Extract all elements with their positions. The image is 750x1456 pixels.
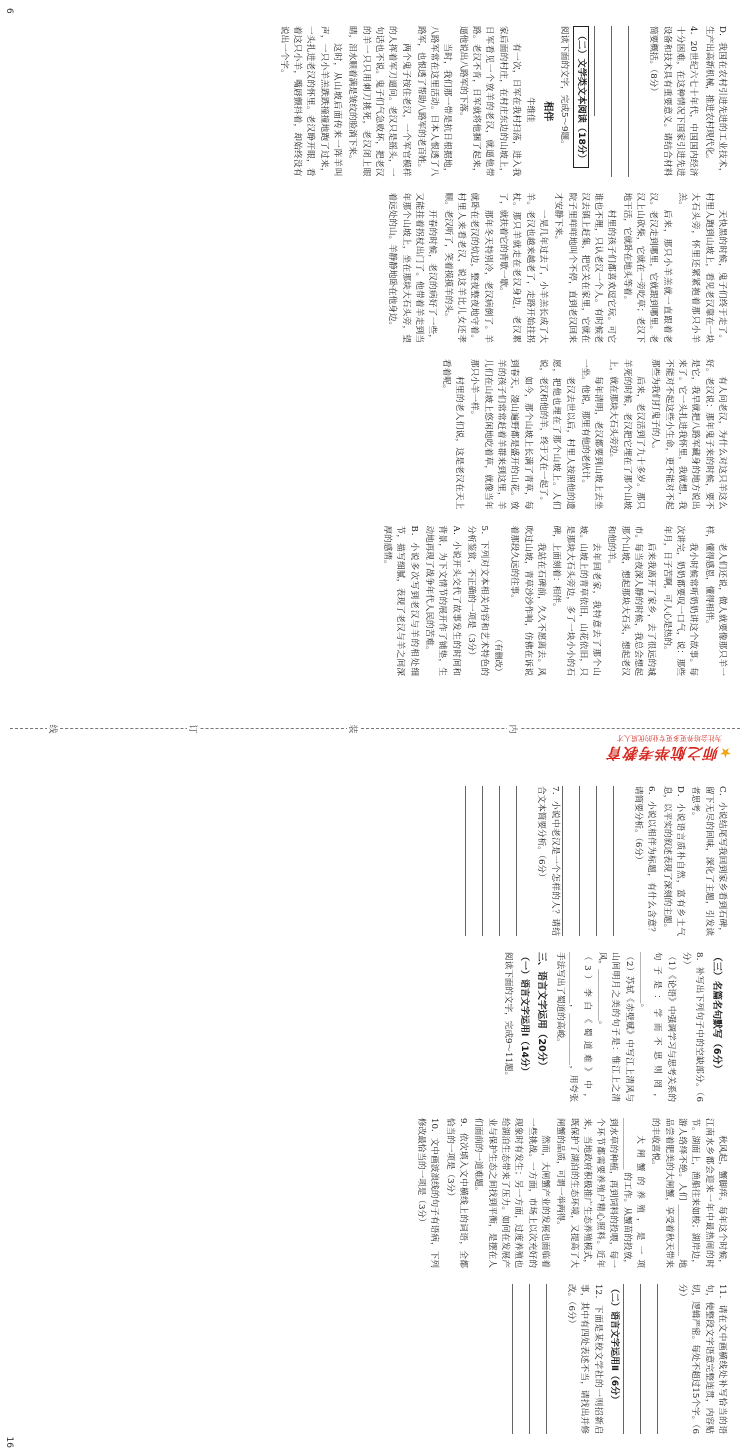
- logo-slogan: 为社会培养更多更专业的优质人才: [617, 734, 722, 742]
- question-5-option-b: B．小说多次写到老汉与羊的相处细节，描写细腻，表现了老汉与羊之间深厚的感情。: [382, 525, 419, 676]
- essay-paragraph: 村里的孩子们都喜欢逗它玩。可它谁也不理，只认老汉一个人。有时候老汉去镇上赶集，把它关在家里，它就在院子里咩咩地叫个不停，直到老汉回来才安静下来。: [553, 192, 617, 343]
- answer-line[interactable]: [596, 786, 612, 936]
- essay-paragraph: 两个鬼子按住老汉，一个军官模样的人挥着军刀逼问。老汉只是摇头，一句话也不说。鬼子们气急败坏，把老汉的羊一只只用刺刀挑死，老汉闭上眼睛，泪水顺着满是皱纹的脸淌下来。: [347, 26, 411, 177]
- question-5-option-a: A．小说开头交代了故事发生的时间和背景，为下文情节的展开作了铺垫，生动地再现了战争年代人民的苦难。: [424, 525, 461, 676]
- page-number-left: 6: [4, 8, 14, 14]
- answer-line[interactable]: [546, 1284, 562, 1434]
- question-10: 10．文中画波浪线的句子有语病，下列修改最恰当的一项是（3分）: [416, 1118, 440, 1268]
- left-column-1: [16, 26, 728, 177]
- reading-paragraph: 秋风起，蟹脚痒。每年这个时候，江南水乡都会迎来一年中最热闹的时节。湖面上，渔船往来如梭；湖岸边，游人络绎不绝。人们 ____________ 地品尝着肥美的大闸蟹，享受着秋天带来的丰收喜悦。: [650, 1118, 727, 1268]
- essay-paragraph: 我小时候常听奶奶讲这个故事。每次讲完，奶奶都要叹一口气，说：那些年月，日子苦啊，可人心是热的。: [661, 525, 699, 676]
- answer-line[interactable]: [628, 26, 644, 177]
- fill-blank-item[interactable]: （1）《论语》中强调学习与思考关系的句子是：学而不思则罔，____________。: [638, 952, 676, 1102]
- answer-line[interactable]: [562, 786, 578, 936]
- question-4: 4．20世纪六七十年代，中国国内经济十分困难，在这种情况下国家引进先进设备和技术具有重要意义。请结合材料简要概括。（8分）: [648, 26, 699, 177]
- section-title-recitation: （三）名篇名句默写（6分）: [711, 952, 722, 1074]
- answer-line[interactable]: [579, 786, 595, 936]
- essay-paragraph: 去年回老家，我特意去了那个山坡。山坡上的青草依旧，山花依旧，只是那块大石头旁边，多了一块小小的石碑，上面刻着：相伴。: [551, 525, 602, 676]
- left-column-3: [16, 359, 728, 510]
- question-9: 9．依次填入文中横线上的词语，全都恰当的一项是（3分）: [444, 1118, 469, 1268]
- answer-line[interactable]: [657, 1284, 673, 1434]
- essay-paragraph: 一晃几年过去了，小羊羔长成了大羊。老汉也越来越老了，走路开始拄拐杖。那只羊就走在老汉身边，老汉累了，就扶着它的背歇一歇。: [498, 192, 548, 343]
- left-column-4: [16, 526, 728, 677]
- question-6: 6．小说以相伴为标题，有什么含意？请简要分析。（6分）: [633, 786, 657, 936]
- essay-paragraph: 后来我离开了家乡，去了很远的城市。每当夜深人静的时候，我总会想起那个山坡，想起那块大石头，想起老汉和他的羊。: [606, 525, 657, 676]
- binding-mark: 订: [187, 722, 200, 736]
- right-column-3: [16, 1118, 728, 1268]
- essay-paragraph: 这时，从山坡后面传来一阵羊叫声，一只小羊羔跌跌撞撞地跑了过来，一头扎进老汉的怀里。老汉睁开眼，看着这只小羊，嘴唇颤抖着，却始终没有说出一个字。: [278, 26, 342, 177]
- reading-paragraph: 大闸蟹的养殖，是一项 ____________ 的工作。从蟹苗的投放，到水草的种植，再到饲料的投喂，每一个环节都需要养殖户精心照料。近年来，当地政府积极推广生态养殖模式，既保护了湖泊的生态环境，又提高了大闸蟹的品质，可谓一举两得。: [555, 1118, 646, 1268]
- question-11: 11．请在文中画横线处补写恰当的语句，使整段文字语意完整连贯，内容贴切，逻辑严密。每处不超过15个字。（6分）: [677, 1284, 727, 1434]
- question-7: 7．小说中老汉是一个怎样的人？请结合文本简要分析。（6分）: [536, 786, 560, 936]
- left-column-2: [16, 193, 728, 344]
- essay-paragraph: 当时，我们那一带是抗日根据地，八路军常在这里活动。日本人恨透了八路军，也恨透了帮助八路军的老百姓。: [415, 26, 453, 177]
- question-8: 8．补写出下列句子中的空缺部分。（6分）: [680, 952, 705, 1102]
- essay-author: 牛维佳: [526, 97, 537, 123]
- fill-blank-item[interactable]: （3）李白《蜀道难》中，____________，____________，用夸张手法写出了蜀道的高峻。: [555, 952, 592, 1102]
- answer-line[interactable]: [482, 786, 498, 936]
- answer-line[interactable]: [529, 1284, 545, 1434]
- section-title-language: 三、语言文字运用（20分）: [535, 952, 547, 1071]
- answer-line[interactable]: [613, 786, 629, 936]
- binding-mark: 内: [507, 722, 520, 736]
- page-number-right: 16: [4, 1436, 14, 1448]
- essay-paragraph: 天快黑的时候，鬼子们终于走了。村里人跑到山坡上，看见老汉靠在一块大石头旁，怀里还紧紧抱着那只小羊羔。: [677, 192, 727, 343]
- subsection-title-language-2: （二）语言文字运用Ⅱ（6分）: [608, 1284, 619, 1405]
- essay-paragraph: 每年清明，老汉都要到山坡上去坐一坐。他说，那里有他的老伙计。: [579, 359, 604, 510]
- question-option-d: D．我国在农村引进先进的工业技术，生产出高新机械，推进农村现代化。: [703, 26, 727, 177]
- answer-line[interactable]: [499, 786, 515, 936]
- answer-line[interactable]: [465, 786, 481, 936]
- question-5-option-c: C．小说结尾写我回到家乡看到石碑，留下无尽的回味，深化了主题，引发读者思考。: [690, 786, 727, 936]
- right-page: [0, 768, 750, 1456]
- reading-paragraph: 然而，大闸蟹产业的发展也面临着一些挑战。一方面，市场上以次充好的现象时有发生；另一方面，过度养殖也给湖泊生态带来了压力。如何在发展产业与保护生态之间找到平衡，是摆在人们面前的一道难题。: [473, 1118, 550, 1268]
- essay-title: 相伴: [541, 101, 553, 122]
- essay-paragraph: 老汉去世以后，村里人按照他的遗愿，把他也埋在了那个山坡上。人们说，老汉和他的羊，终于又在一起了。: [537, 359, 575, 510]
- question-5-option-d: D．小说语言质朴自然，富有乡土气息，以平实的叙述表现了深刻的主题。: [661, 786, 686, 936]
- question-12: 12．下面是某校文学社的一则招新启事，其中有四处表述不当，请找出并修改。（6分）: [566, 1284, 603, 1434]
- star-icon: ★: [719, 744, 732, 760]
- answer-line[interactable]: [516, 786, 532, 936]
- essay-paragraph: 有人问老汉，为什么对这只羊这么好。老汉说：那年鬼子来的时候，要不是它，我早就把八路军藏身的地方说出来了。它一头扎进我怀里，我就想，我不能对不起这些小生命，更不能对不起那些为我们打鬼子的人。: [650, 359, 727, 510]
- answer-line[interactable]: [611, 26, 627, 177]
- section-instruction: 阅读下面的文字，完成9～11题。: [502, 952, 513, 1081]
- essay-paragraph: 老人们还说，做人就要像那只羊一样，懂得感恩，懂得相伴。: [703, 525, 727, 676]
- essay-paragraph: 开春的时候，老汉的病好了一些，又能拄着拐杖出门了。他带着羊走到当年那个山坡上，坐在那块大石头旁，望着远处的山。羊静静地卧在他身边。: [387, 192, 438, 343]
- essay-paragraph: 村里的老人们说，这是老汉在天上看着呢。: [440, 359, 465, 510]
- binding-mark: 线: [47, 722, 60, 736]
- essay-paragraph: 如今，那个山坡上长满了青草，每到春天，漫山遍野都是盛开的山花。放羊的孩子们常常赶着羊群来到这里，羊儿们在山坡上悠闲地吃着草，就像当年那只小羊一样。: [469, 359, 533, 510]
- brand-logo: [607, 690, 732, 768]
- essay-paragraph: 有一次，日军在我村扫荡，进入我家后面的村庄，在村庄东边的山坡上，日军看见一个放羊的老汉，就逼他带路。老汉不肯，日军就将他捆了起来，逼他说出八路军的下落。: [457, 26, 522, 177]
- section-instruction: 阅读下面的文字，完成5～9题。: [558, 26, 569, 149]
- essay-paragraph: 后来，那只小羊羔就一直跟着老汉。老汉走到哪里，它就跟到哪里。老汉上山砍柴，它就在一旁吃草；老汉下地干活，它就卧在地头等着。: [621, 192, 672, 343]
- essay-paragraph: 那年冬天特别冷，老汉病倒了。羊就卧在老汉的炕边，整夜整夜地守着。村里人来看老汉，说这羊比儿女还孝顺。老汉听了，笑着摸摸羊的头。: [442, 192, 493, 343]
- binding-mark: 装: [347, 722, 360, 736]
- answer-line[interactable]: [512, 1284, 528, 1434]
- answer-line[interactable]: [623, 1284, 639, 1434]
- right-column-2: [16, 952, 728, 1102]
- right-column-1: [16, 786, 728, 936]
- logo-brand-name: 师之航举考教育: [607, 744, 720, 762]
- section-title-literature: （二）文学类文本阅读（18分）: [573, 26, 589, 168]
- subsection-title-language-1: （一）语言文字运用Ⅰ（14分）: [518, 952, 529, 1076]
- question-5: 5．下列对文本相关内容和艺术特色的分析鉴赏，不正确的一项是（3分）: [465, 525, 490, 676]
- source-note: （有删改）: [494, 635, 504, 676]
- essay-paragraph: 我站在石碑前，久久不愿离去。风吹过山坡，青草沙沙作响，仿佛在诉说着那段久远的往事。: [509, 525, 546, 676]
- answer-line[interactable]: [594, 26, 610, 116]
- answer-line[interactable]: [640, 1284, 656, 1434]
- essay-paragraph: 后来，老汉活到了九十多岁。那只羊死的时候，老汉把它埋在了那个山坡上，就在那块大石头旁边。: [608, 359, 646, 510]
- right-column-4: [16, 1284, 728, 1434]
- left-page: [0, 0, 750, 690]
- fill-blank-item[interactable]: （2）苏轼《赤壁赋》中写江上清风与山间明月之美的句子是：惟江上之清风，____________。: [596, 952, 634, 1102]
